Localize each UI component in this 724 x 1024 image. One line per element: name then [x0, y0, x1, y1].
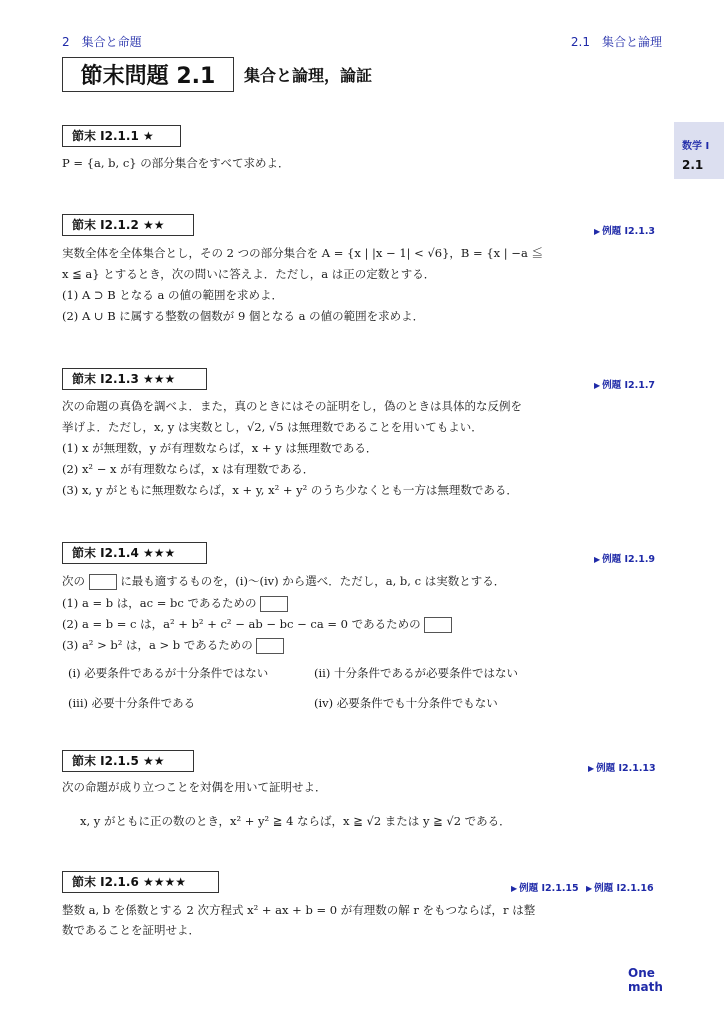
logo-line-2: math	[628, 980, 663, 994]
triangle-right-icon: ▶	[594, 227, 601, 236]
problem-3-line-2: 挙げよ．ただし，x, y は実数とし，√2, √5 は無理数であることを用いてもよい．	[62, 420, 483, 434]
problem-3-ref[interactable]	[594, 377, 655, 391]
ref-link[interactable]: 例題 I2.1.13	[596, 763, 656, 774]
problem-6-refs	[511, 880, 654, 894]
problem-2-line-4: (2) A ∪ B に属する整数の個数が 9 個となる a の値の範囲を求めよ．	[62, 309, 425, 323]
onemath-logo	[628, 966, 663, 994]
side-tab-subject: 数学 I	[682, 141, 710, 152]
problem-label-2: 節末 I2.1.2 ★★	[62, 214, 194, 236]
ref-item-1[interactable]	[511, 883, 579, 894]
problem-4-item-1	[62, 595, 288, 612]
problem-2-line-1: 実数全体を全体集合とし，その 2 つの部分集合を A = {x | |x − 1| < √6}，B = {x | −a ≦	[62, 246, 543, 260]
problem-3-line-3: (1) x が無理数，y が有理数ならば，x + y は無理数である．	[62, 441, 378, 455]
choice-i: (i) 必要条件であるが十分条件ではない	[68, 666, 269, 680]
problem-3-line-5: (3) x, y がともに無理数ならば，x + y, x² + y² のうち少なくとも一方は無理数である．	[62, 483, 518, 497]
problem-4-ref[interactable]	[594, 551, 655, 565]
page-subtitle: 集合と論理，論証	[244, 66, 373, 85]
problem-3-line-1: 次の命題の真偽を調べよ．また，真のときにはその証明をし，偽のときは具体的な反例を	[62, 399, 522, 413]
problem-label-4: 節末 I2.1.4 ★★★	[62, 542, 207, 564]
problem-5-ref[interactable]	[588, 760, 656, 774]
triangle-right-icon: ▶	[511, 884, 518, 893]
problem-label-1: 節末 I2.1.1 ★	[62, 125, 181, 147]
ref-link[interactable]: 例題 I2.1.7	[602, 380, 656, 391]
ref-link[interactable]: 例題 I2.1.15	[519, 883, 579, 894]
ref-item-2[interactable]	[586, 883, 654, 894]
problem-1-line-1: P = {a, b, c} の部分集合をすべて求めよ．	[62, 156, 290, 170]
triangle-right-icon: ▶	[594, 381, 601, 390]
problem-4-intro	[62, 573, 505, 590]
problem-label-5: 節末 I2.1.5 ★★	[62, 750, 194, 772]
problem-label-3: 節末 I2.1.3 ★★★	[62, 368, 207, 390]
choice-ii: (ii) 十分条件であるが必要条件ではない	[314, 666, 518, 680]
side-index-tab[interactable]	[674, 122, 724, 179]
answer-blank[interactable]	[89, 574, 117, 590]
running-header-section: 2.1 集合と論理	[570, 35, 662, 49]
problem-5-line-1: 次の命題が成り立つことを対偶を用いて証明せよ．	[62, 780, 327, 794]
answer-blank[interactable]	[260, 596, 288, 612]
problem-4-item-3	[62, 637, 284, 654]
problem-2-line-2: x ≦ a} とするとき，次の問いに答えよ．ただし，a は正の定数とする．	[62, 267, 436, 281]
item-text: (1) a = b は，ac = bc であるための	[62, 596, 257, 610]
problem-3-line-4: (2) x² − x が有理数ならば，x は有理数である．	[62, 462, 315, 476]
answer-blank[interactable]	[256, 638, 284, 654]
choice-iv: (iv) 必要条件でも十分条件でもない	[314, 696, 498, 710]
problem-4-intro-post: に最も適するものを，(i)〜(iv) から選べ．ただし，a, b, c は実数とする．	[120, 574, 506, 588]
problem-4-item-2	[62, 616, 452, 633]
problem-4-intro-pre: 次の	[62, 574, 85, 588]
triangle-right-icon: ▶	[588, 764, 595, 773]
triangle-right-icon: ▶	[594, 555, 601, 564]
logo-line-1: One	[628, 966, 655, 980]
problem-2-ref[interactable]	[594, 223, 655, 237]
answer-blank[interactable]	[424, 617, 452, 633]
problem-5-statement: x, y がともに正の数のとき，x² + y² ≧ 4 ならば，x ≧ √2 または y ≧ √2 である．	[80, 814, 511, 828]
item-text: (3) a² > b² は，a > b であるための	[62, 638, 253, 652]
side-tab-section: 2.1	[682, 158, 704, 172]
ref-link[interactable]: 例題 I2.1.16	[594, 883, 654, 894]
triangle-right-icon: ▶	[585, 884, 593, 893]
problem-2-line-3: (1) A ⊃ B となる a の値の範囲を求めよ．	[62, 288, 283, 302]
problem-6-line-1: 整数 a, b を係数とする 2 次方程式 x² + ax + b = 0 が有理数の解 r をもつならば，r は整	[62, 903, 536, 917]
item-text: (2) a = b = c は，a² + b² + c² − ab − bc − ca = 0 であるための	[62, 617, 421, 631]
problem-6-line-2: 数であることを証明せよ．	[62, 923, 200, 937]
ref-link[interactable]: 例題 I2.1.9	[602, 554, 656, 565]
problem-label-6: 節末 I2.1.6 ★★★★	[62, 871, 219, 893]
choice-iii: (iii) 必要十分条件である	[68, 696, 196, 710]
running-header-chapter: 2 集合と命題	[62, 35, 142, 49]
page-title: 節末問題 2.1	[62, 57, 234, 92]
ref-link[interactable]: 例題 I2.1.3	[602, 226, 656, 237]
